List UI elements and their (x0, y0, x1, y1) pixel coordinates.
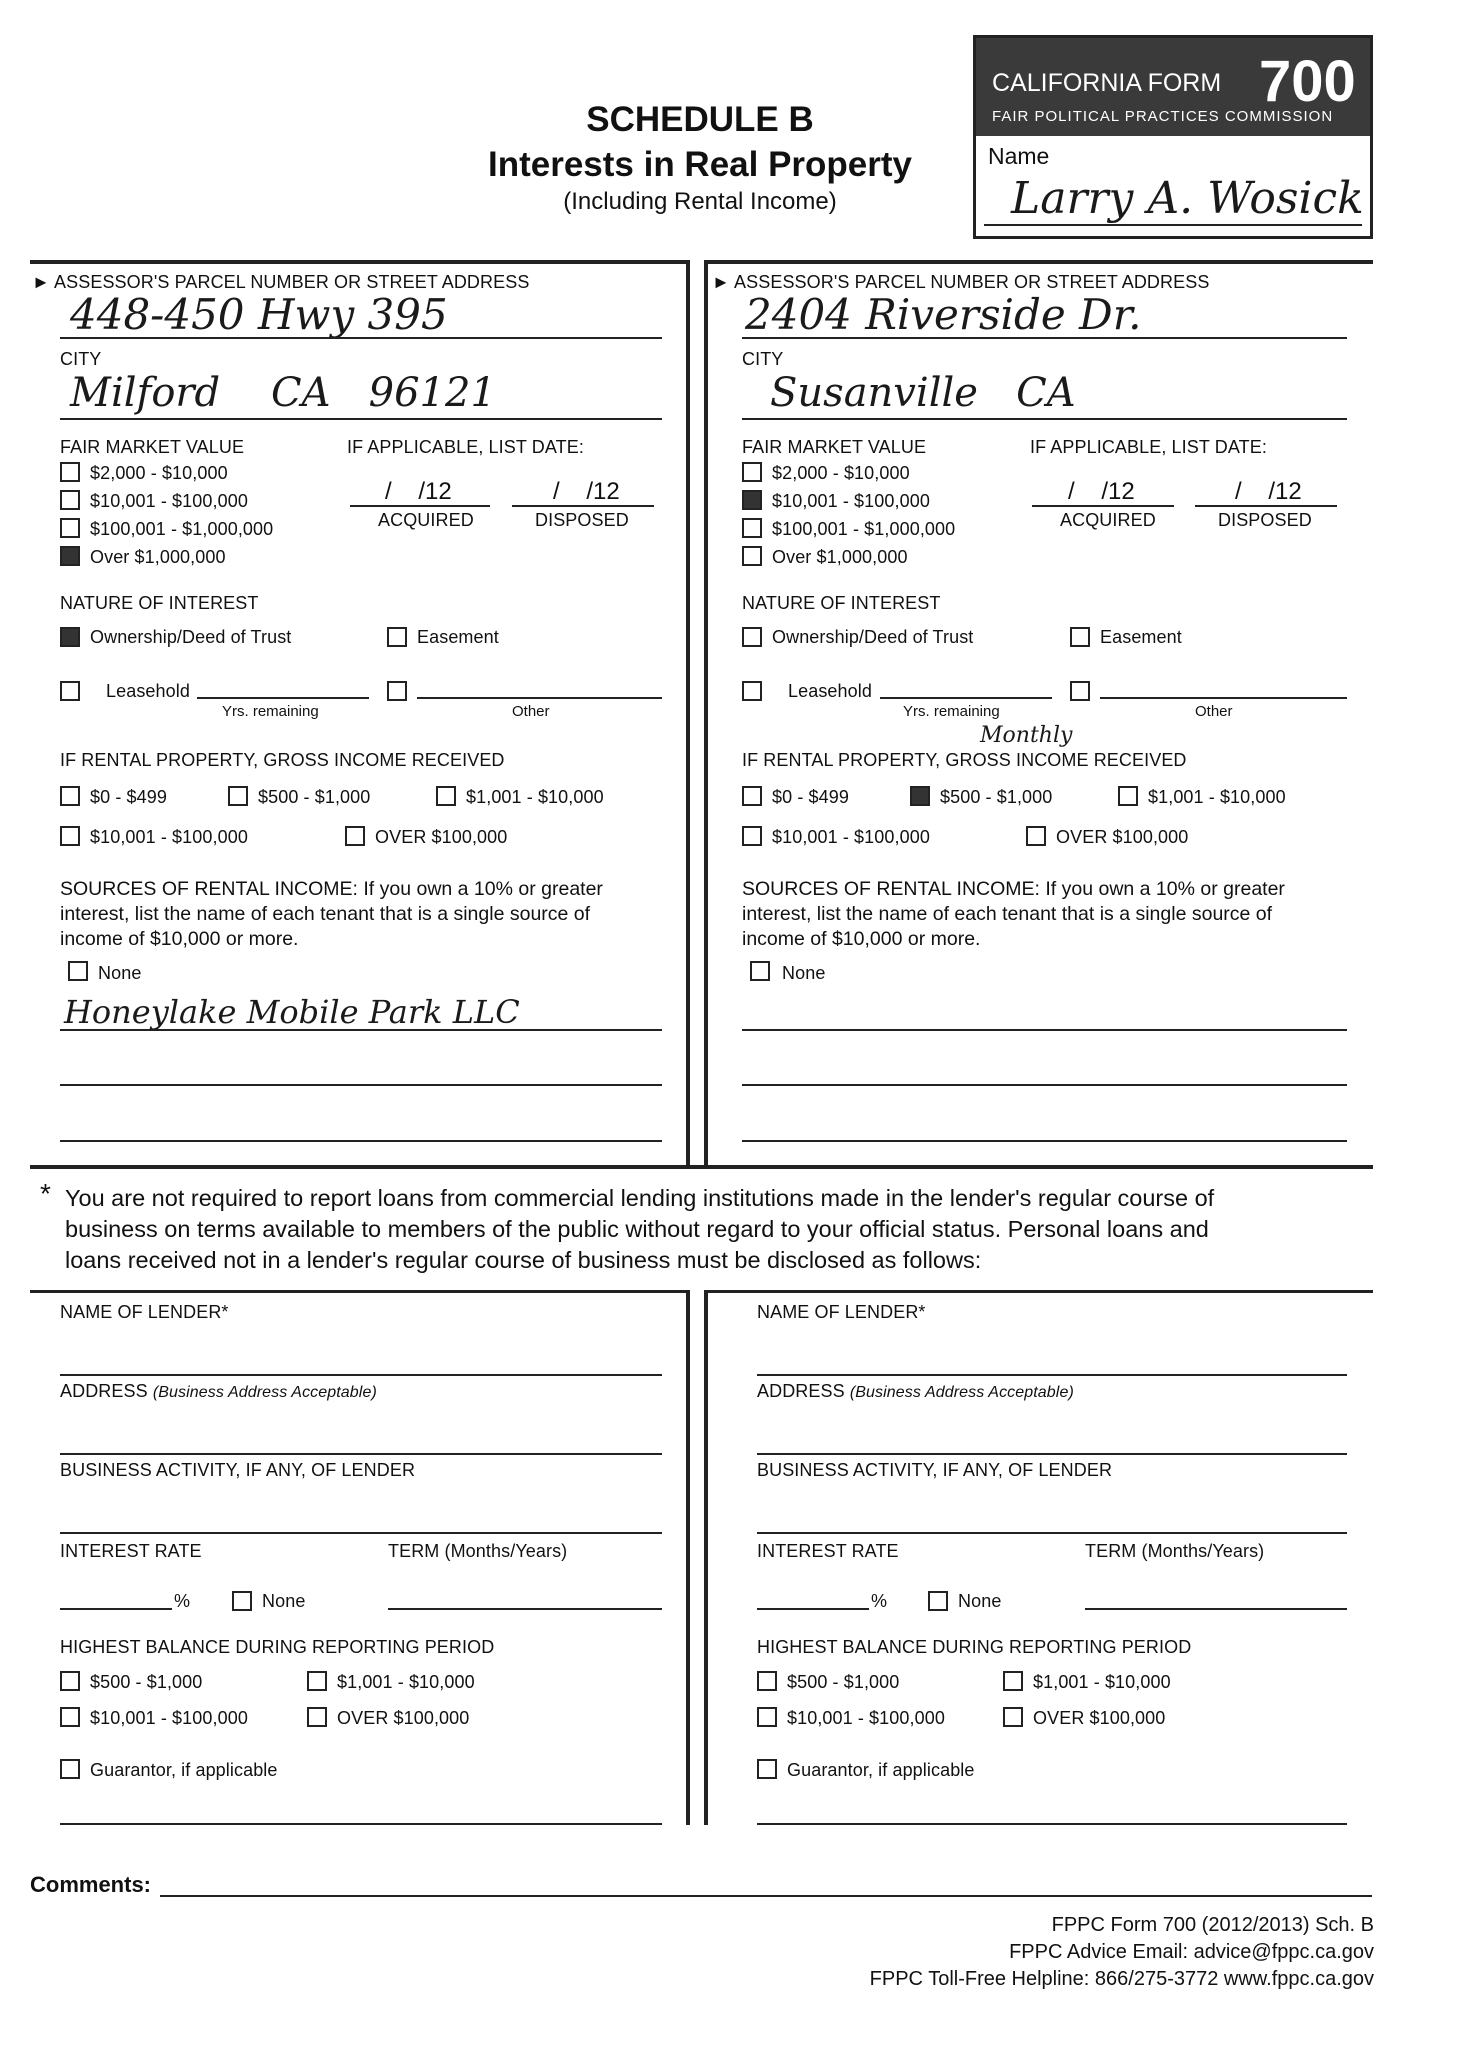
r4-checkbox-right[interactable] (742, 826, 762, 846)
loans-note-line-2: business on terms available to members of the public without regard to your official status. Personal loans and (65, 1216, 1209, 1242)
sources-line-1-left: SOURCES OF RENTAL INCOME: If you own a 10% or greater (60, 878, 603, 900)
city-right[interactable]: Susanville CA (770, 370, 1076, 416)
other-label-left: Other (512, 703, 550, 720)
sources-line-3-right: income of $10,000 or more. (742, 928, 981, 950)
filer-name[interactable]: Larry A. Wosick (1011, 173, 1364, 224)
easement-label-left: Easement (417, 627, 499, 647)
form-number: 700 (1259, 49, 1356, 114)
none-label-left: None (98, 963, 142, 983)
column-divider-1 (686, 260, 690, 1165)
fmv-1-label-right: $2,000 - $10,000 (772, 463, 910, 483)
r1-label-right: $0 - $499 (772, 787, 849, 807)
yrs-label-right: Yrs. remaining (903, 703, 1000, 720)
h4-label-right: OVER $100,000 (1033, 1708, 1166, 1728)
schedule-subtitle-2: (Including Rental Income) (563, 188, 837, 215)
disposed-label-left: DISPOSED (535, 510, 629, 530)
r5-checkbox-right[interactable] (1026, 826, 1046, 846)
tenant-line-3-left (60, 1140, 662, 1142)
city-left[interactable]: Milford CA 96121 (70, 370, 496, 416)
name-label: Name (988, 143, 1050, 169)
fmv-4-label-right: Over $1,000,000 (772, 547, 908, 567)
sources-line-2-left: interest, list the name of each tenant that is a single source of (60, 903, 591, 925)
schedule-subtitle: Interests in Real Property (487, 145, 913, 184)
sources-line-2-right: interest, list the name of each tenant that is a single source of (742, 903, 1273, 925)
footer-line-1: FPPC Form 700 (2012/2013) Sch. B (1051, 1914, 1374, 1936)
fmv-4-checkbox-left[interactable] (60, 546, 80, 566)
loans-top-left (30, 1290, 688, 1293)
address-label-left: ADDRESS (Business Address Acceptable) (60, 1381, 377, 1401)
easement-checkbox-right[interactable] (1070, 627, 1090, 647)
disposed-label-right: DISPOSED (1218, 510, 1312, 530)
guarantor-checkbox-right[interactable] (757, 1759, 777, 1779)
r3-checkbox-right[interactable] (1118, 786, 1138, 806)
term-label-left: TERM (Months/Years) (388, 1541, 568, 1561)
comments-label: Comments: (30, 1872, 152, 1897)
nature-label-left: NATURE OF INTEREST (60, 593, 259, 613)
guarantor-line-left (60, 1823, 662, 1825)
h2-label-right: $1,001 - $10,000 (1033, 1672, 1171, 1692)
fmv-3-checkbox-right[interactable] (742, 518, 762, 538)
acquired-line-right (1032, 505, 1174, 507)
if-applicable-left: IF APPLICABLE, LIST DATE: (347, 437, 584, 457)
term-line-left (388, 1608, 662, 1610)
term-line-right (1085, 1608, 1347, 1610)
fmv-3-label-left: $100,001 - $1,000,000 (90, 519, 274, 539)
h3-checkbox-right[interactable] (757, 1707, 777, 1727)
tenant-line-1-right (742, 1029, 1347, 1031)
apn-label-right: ► ASSESSOR'S PARCEL NUMBER OR STREET ADDRESS (712, 272, 1210, 292)
section-bottom (30, 1165, 1373, 1169)
section-top-right (706, 260, 1373, 264)
rate-label-right: INTEREST RATE (757, 1541, 899, 1561)
sources-line-3-left: income of $10,000 or more. (60, 928, 299, 950)
r1-checkbox-right[interactable] (742, 786, 762, 806)
h1-label-left: $500 - $1,000 (90, 1672, 203, 1692)
none-label-right: None (782, 963, 826, 983)
rate-none-checkbox-right[interactable] (928, 1591, 948, 1611)
guarantor-label-right: Guarantor, if applicable (787, 1760, 975, 1780)
section-top-left (30, 260, 688, 264)
address-loan-line-left (60, 1453, 662, 1455)
footer-line-3: FPPC Toll-Free Helpline: 866/275-3772 www.fppc.ca.gov (869, 1968, 1374, 1990)
none-checkbox-right[interactable] (750, 961, 770, 981)
highest-label-left: HIGHEST BALANCE DURING REPORTING PERIOD (60, 1637, 495, 1657)
city-label-left: CITY (60, 349, 102, 369)
lender-label-left: NAME OF LENDER* (60, 1302, 229, 1322)
comments-line[interactable] (160, 1895, 1372, 1897)
activity-line-right (757, 1532, 1347, 1534)
h2-checkbox-left[interactable] (307, 1671, 327, 1691)
acquired-label-left: ACQUIRED (378, 510, 474, 530)
ownership-checkbox-left[interactable] (60, 627, 80, 647)
guarantor-label-left: Guarantor, if applicable (90, 1760, 278, 1780)
r1-checkbox-left[interactable] (60, 786, 80, 806)
h1-checkbox-left[interactable] (60, 1671, 80, 1691)
r5-label-left: OVER $100,000 (375, 827, 508, 847)
r4-label-right: $10,001 - $100,000 (772, 827, 930, 847)
form-badge (973, 35, 1373, 239)
if-applicable-right: IF APPLICABLE, LIST DATE: (1030, 437, 1267, 457)
column-divider-2 (704, 260, 708, 1165)
fmv-label-right: FAIR MARKET VALUE (742, 437, 927, 457)
city-label-right: CITY (742, 349, 784, 369)
fmv-4-checkbox-right[interactable] (742, 546, 762, 566)
loans-top-right (706, 1290, 1373, 1293)
highest-label-right: HIGHEST BALANCE DURING REPORTING PERIOD (757, 1637, 1192, 1657)
address-loan-line-right (757, 1453, 1347, 1455)
tenant-left[interactable]: Honeylake Mobile Park LLC (64, 993, 520, 1031)
schedule-title: SCHEDULE B (586, 100, 814, 139)
fmv-2-label-right: $10,001 - $100,000 (772, 491, 930, 511)
fmv-label-left: FAIR MARKET VALUE (60, 437, 245, 457)
h2-label-left: $1,001 - $10,000 (337, 1672, 475, 1692)
h1-checkbox-right[interactable] (757, 1671, 777, 1691)
fmv-2-label-left: $10,001 - $100,000 (90, 491, 248, 511)
address-left[interactable]: 448-450 Hwy 395 (70, 290, 448, 339)
rate-none-checkbox-left[interactable] (232, 1591, 252, 1611)
tenant-line-2-right (742, 1084, 1347, 1086)
other-checkbox-left[interactable] (387, 681, 407, 701)
disposed-date-right[interactable]: / /12 (1235, 478, 1302, 505)
easement-checkbox-left[interactable] (387, 627, 407, 647)
fmv-4-label-left: Over $1,000,000 (90, 547, 226, 567)
leasehold-checkbox-right[interactable] (742, 681, 762, 701)
guarantor-line-right (757, 1823, 1347, 1825)
name-underline (984, 224, 1362, 226)
ownership-checkbox-right[interactable] (742, 627, 762, 647)
sources-text-left (60, 877, 603, 952)
address-right[interactable]: 2404 Riverside Dr. (745, 290, 1142, 339)
other-line-right (1100, 697, 1347, 699)
city-line-left (60, 418, 662, 420)
fmv-3-label-right: $100,001 - $1,000,000 (772, 519, 956, 539)
r2-checkbox-left[interactable] (228, 786, 248, 806)
leasehold-line-right (880, 697, 1052, 699)
h3-checkbox-left[interactable] (60, 1707, 80, 1727)
activity-label-left: BUSINESS ACTIVITY, IF ANY, OF LENDER (60, 1460, 416, 1480)
nature-label-right: NATURE OF INTEREST (742, 593, 941, 613)
loans-divider-2 (704, 1290, 708, 1825)
leasehold-checkbox-left[interactable] (60, 681, 80, 701)
rental-label-left: IF RENTAL PROPERTY, GROSS INCOME RECEIVED (60, 750, 505, 770)
other-line-left (417, 697, 662, 699)
easement-label-right: Easement (1100, 627, 1182, 647)
monthly-note-right[interactable]: Monthly (980, 723, 1073, 748)
term-label-right: TERM (Months/Years) (1085, 1541, 1265, 1561)
footer-line-2: FPPC Advice Email: advice@fppc.ca.gov (1009, 1941, 1374, 1963)
r4-label-left: $10,001 - $100,000 (90, 827, 248, 847)
apn-label-left: ► ASSESSOR'S PARCEL NUMBER OR STREET ADDRESS (32, 272, 530, 292)
fmv-1-label-left: $2,000 - $10,000 (90, 463, 228, 483)
disposed-line-right (1195, 505, 1337, 507)
footer (870, 1912, 1374, 1993)
r3-label-right: $1,001 - $10,000 (1148, 787, 1286, 807)
loans-note (65, 1183, 1214, 1276)
r3-checkbox-left[interactable] (436, 786, 456, 806)
r5-checkbox-left[interactable] (345, 826, 365, 846)
disposed-date-left[interactable]: / /12 (553, 478, 620, 505)
fmv-3-checkbox-left[interactable] (60, 518, 80, 538)
acquired-line-left (350, 505, 490, 507)
fmv-2-checkbox-right[interactable] (742, 490, 762, 510)
r1-label-left: $0 - $499 (90, 787, 167, 807)
none-checkbox-left[interactable] (68, 961, 88, 981)
rate-label-left: INTEREST RATE (60, 1541, 202, 1561)
h2-checkbox-right[interactable] (1003, 1671, 1023, 1691)
r2-checkbox-right[interactable] (910, 786, 930, 806)
address-line-left (60, 337, 662, 339)
r3-label-left: $1,001 - $10,000 (466, 787, 604, 807)
disposed-line-left (512, 505, 654, 507)
activity-label-right: BUSINESS ACTIVITY, IF ANY, OF LENDER (757, 1460, 1113, 1480)
h3-label-right: $10,001 - $100,000 (787, 1708, 945, 1728)
h4-checkbox-left[interactable] (307, 1707, 327, 1727)
lender-line-right (757, 1374, 1347, 1376)
r4-checkbox-left[interactable] (60, 826, 80, 846)
r2-label-right: $500 - $1,000 (940, 787, 1053, 807)
address-label-right: ADDRESS (Business Address Acceptable) (757, 1381, 1074, 1401)
h3-label-left: $10,001 - $100,000 (90, 1708, 248, 1728)
acquired-date-left[interactable]: / /12 (385, 478, 452, 505)
form-label: CALIFORNIA FORM (992, 69, 1222, 97)
r5-label-right: OVER $100,000 (1056, 827, 1189, 847)
fmv-1-checkbox-right[interactable] (742, 462, 762, 482)
city-line-right (742, 418, 1347, 420)
loans-divider-1 (686, 1290, 690, 1825)
lender-label-right: NAME OF LENDER* (757, 1302, 926, 1322)
loans-note-line-1: You are not required to report loans from commercial lending institutions made in the lender's regular course of (65, 1185, 1215, 1211)
ownership-label-right: Ownership/Deed of Trust (772, 627, 974, 647)
rate-line-right (757, 1608, 869, 1610)
leasehold-label-left: Leasehold (106, 681, 190, 701)
h4-checkbox-right[interactable] (1003, 1707, 1023, 1727)
tenant-line-2-left (60, 1084, 662, 1086)
acquired-label-right: ACQUIRED (1060, 510, 1156, 530)
activity-line-left (60, 1532, 662, 1534)
ownership-label-left: Ownership/Deed of Trust (90, 627, 292, 647)
r2-label-left: $500 - $1,000 (258, 787, 371, 807)
leasehold-label-right: Leasehold (788, 681, 872, 701)
agency-name: FAIR POLITICAL PRACTICES COMMISSION (992, 108, 1334, 125)
fmv-1-checkbox-left[interactable] (60, 462, 80, 482)
rate-none-label-left: None (262, 1591, 306, 1611)
rental-label-right: IF RENTAL PROPERTY, GROSS INCOME RECEIVED (742, 750, 1187, 770)
rate-line-left (60, 1608, 172, 1610)
guarantor-checkbox-left[interactable] (60, 1759, 80, 1779)
other-checkbox-right[interactable] (1070, 681, 1090, 701)
other-label-right: Other (1195, 703, 1233, 720)
sources-text-right (742, 877, 1285, 952)
tenant-line-3-right (742, 1140, 1347, 1142)
rate-none-label-right: None (958, 1591, 1002, 1611)
yrs-label-left: Yrs. remaining (222, 703, 319, 720)
tenant-line-1-left (60, 1029, 662, 1031)
loans-note-line-3: loans received not in a lender's regular course of business must be disclosed as follows: (65, 1247, 982, 1273)
lender-line-left (60, 1374, 662, 1376)
pct-left: % (174, 1591, 191, 1611)
sources-line-1-right: SOURCES OF RENTAL INCOME: If you own a 10% or greater (742, 878, 1285, 900)
fmv-2-checkbox-left[interactable] (60, 490, 80, 510)
leasehold-line-left (197, 697, 369, 699)
loans-note-star: * (40, 1178, 51, 1209)
address-line-right (742, 337, 1347, 339)
h1-label-right: $500 - $1,000 (787, 1672, 900, 1692)
pct-right: % (871, 1591, 888, 1611)
acquired-date-right[interactable]: / /12 (1068, 478, 1135, 505)
h4-label-left: OVER $100,000 (337, 1708, 470, 1728)
